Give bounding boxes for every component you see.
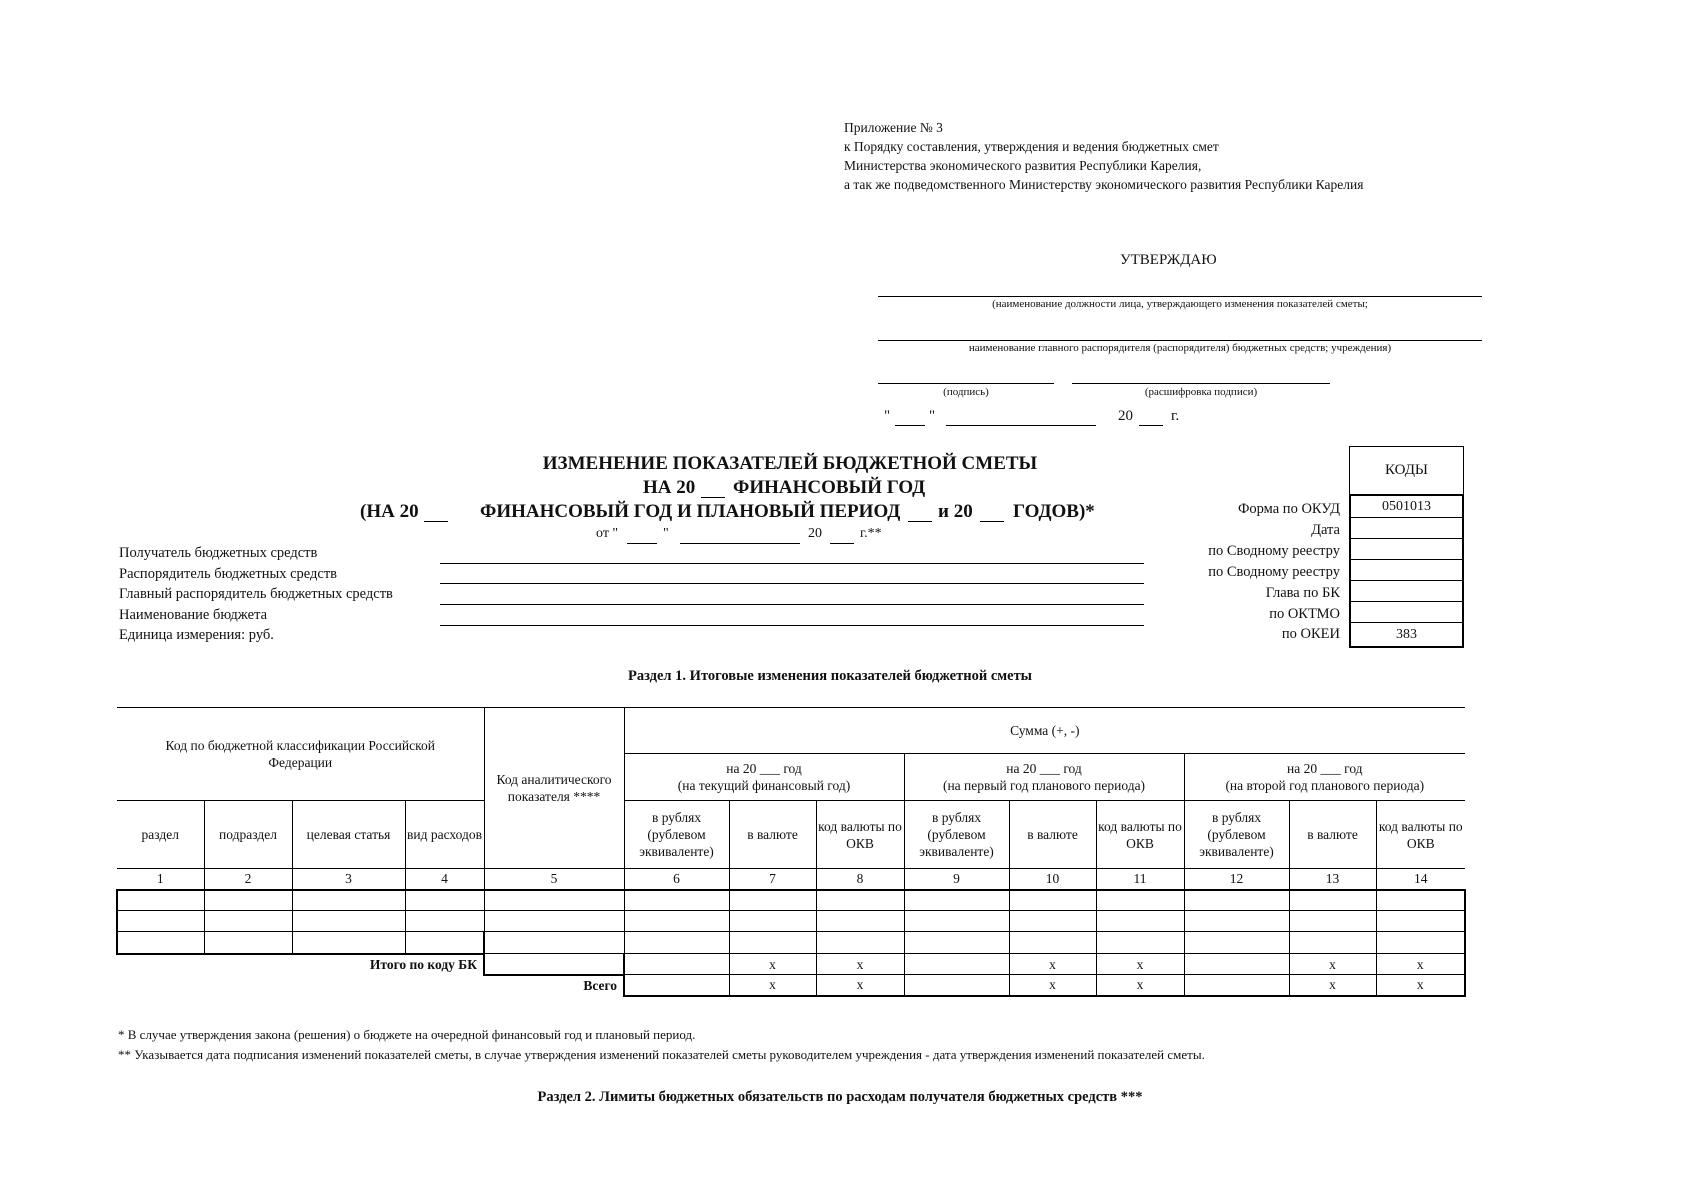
col-num: 13 [1289, 869, 1376, 890]
header-rub-2: в рублях (рублевом эквиваленте) [904, 801, 1009, 869]
table-cell[interactable] [484, 911, 624, 932]
fields-block [119, 543, 439, 646]
table-cell[interactable] [117, 932, 204, 954]
header-analytic: Код аналитического показателя **** [484, 708, 624, 869]
col-num: 2 [204, 869, 292, 890]
section1-title: Раздел 1. Итоговые изменения показателей бюджетной сметы [627, 668, 1033, 684]
table-cell[interactable] [624, 890, 729, 911]
column-numbers-row [117, 869, 1465, 890]
code-label-okud: Форма по ОКУД [1237, 501, 1340, 517]
title-date-q: " [663, 526, 669, 541]
col-num: 11 [1096, 869, 1184, 890]
table-cell[interactable] [204, 911, 292, 932]
doc-title-line1: ИЗМЕНЕНИЕ ПОКАЗАТЕЛЕЙ БЮДЖЕТНОЙ СМЕТЫ [542, 453, 1038, 474]
total-bk-okv-1: x [816, 954, 904, 975]
appendix-line1: Приложение № 3 [844, 120, 943, 135]
col-num: 4 [405, 869, 484, 890]
table-cell[interactable] [405, 932, 484, 954]
field-line-budget-name[interactable] [440, 625, 1144, 626]
header-target-article: целевая статья [292, 801, 405, 869]
approve-day-line [895, 425, 925, 426]
codes-labels [1140, 499, 1340, 645]
title-line3-c: и 20 [938, 501, 973, 522]
col-num: 6 [624, 869, 729, 890]
period-2-line2: (на первый год планового периода) [942, 778, 1146, 793]
header-subsection: подраздел [204, 801, 292, 869]
appendix-line3: Министерства экономического развития Республики Карелия, [844, 158, 1202, 173]
header-period-2 [904, 754, 1184, 801]
title-date-year: 20 [808, 526, 822, 541]
field-recipient: Получатель бюджетных средств [119, 545, 318, 561]
approve-date-close: " [929, 408, 936, 424]
doc-title-date [596, 526, 916, 546]
col-num: 12 [1184, 869, 1289, 890]
title-date-day-line [627, 543, 657, 544]
appendix-line4: а так же подведомственного Министерству экономического развития Республики Карелия [844, 177, 1364, 192]
codes-header: КОДЫ [1384, 462, 1429, 478]
header-rub-1: в рублях (рублевом эквиваленте) [624, 801, 729, 869]
table-cell[interactable] [1376, 890, 1465, 911]
header-currency-1: в валюте [729, 801, 816, 869]
table-cell[interactable] [904, 890, 1009, 911]
table-cell[interactable] [904, 911, 1009, 932]
title-date-year-line [830, 543, 854, 544]
field-unit: Единица измерения: руб. [119, 627, 274, 644]
table-cell[interactable] [117, 890, 204, 911]
approve-year-suffix: г. [1171, 408, 1180, 424]
table-cell[interactable] [1376, 932, 1465, 954]
total-bk-okv-2: x [1096, 954, 1184, 975]
table-cell[interactable] [1184, 932, 1289, 954]
title-line3-blank3 [980, 521, 1004, 522]
title-line3-blank1 [424, 521, 448, 522]
title-line2-a: НА 20 [643, 477, 696, 498]
total-bk-rub-2[interactable] [904, 954, 1009, 975]
title-date-month-line [680, 543, 800, 544]
approve-title: УТВЕРЖДАЮ [1120, 252, 1217, 268]
approve-date-open: " [884, 408, 891, 424]
table-row [117, 911, 1465, 932]
header-okv-3: код валюты по ОКВ [1376, 801, 1465, 869]
table-cell[interactable] [405, 890, 484, 911]
field-manager: Распорядитель бюджетных средств [119, 565, 338, 582]
header-okv-2: код валюты по ОКВ [1096, 801, 1184, 869]
table-cell[interactable] [624, 911, 729, 932]
table-cell[interactable] [1289, 932, 1376, 954]
period-2-line1: на 20 ___ год [1006, 761, 1082, 776]
header-sum: Сумма (+, -) [624, 708, 1465, 754]
total-bk-analytic[interactable] [484, 954, 624, 975]
doc-title-line2 [640, 476, 960, 500]
total-bk-cur-3: x [1289, 954, 1376, 975]
total-all-cur-3: x [1289, 975, 1376, 996]
title-line3-blank2 [908, 521, 932, 522]
signature-caption: (подпись) [943, 386, 989, 398]
code-value-oktmo[interactable] [1351, 601, 1462, 622]
code-value-okud[interactable]: 0501013 [1382, 499, 1431, 514]
table-cell[interactable] [1009, 911, 1096, 932]
title-line3-d: ГОДОВ)* [1013, 501, 1095, 522]
header-period-3 [1184, 754, 1465, 801]
header-rub-3: в рублях (рублевом эквиваленте) [1184, 801, 1289, 869]
total-bk-label: Итого по коду БК [117, 954, 484, 975]
field-chief-manager: Главный распорядитель бюджетных средств [119, 586, 393, 603]
title-date-suffix: г.** [860, 526, 882, 541]
total-all-label: Всего [583, 978, 618, 993]
table-cell[interactable] [1289, 890, 1376, 911]
table-cell[interactable] [904, 932, 1009, 954]
table-cell[interactable] [117, 911, 204, 932]
code-label-oktmo: по ОКТМО [1269, 605, 1340, 622]
approve-year-line [1139, 425, 1163, 426]
footnote-1: * В случае утверждения закона (решения) о бюджете на очередной финансовый год и плановый период. [118, 1027, 696, 1042]
title-line2-blank [701, 497, 725, 498]
codes-box [1349, 494, 1464, 648]
table-cell[interactable] [1009, 932, 1096, 954]
code-value-registry-1[interactable] [1351, 538, 1462, 559]
period-3-line2: (на второй год планового периода) [1225, 778, 1425, 793]
period-3-line1: на 20 ___ год [1287, 761, 1363, 776]
table-cell[interactable] [1096, 911, 1184, 932]
signature-line [878, 383, 1054, 384]
table-cell[interactable] [624, 932, 729, 954]
code-value-registry-2[interactable] [1351, 559, 1462, 580]
total-bk-okv-3: x [1376, 954, 1465, 975]
appendix-block [844, 118, 1564, 194]
title-line3-a: (НА 20 [360, 501, 419, 522]
col-num: 14 [1376, 869, 1465, 890]
header-okv-1: код валюты по ОКВ [816, 801, 904, 869]
table-cell[interactable] [729, 911, 816, 932]
total-bk-rub-1[interactable] [624, 954, 729, 975]
field-budget-name: Наименование бюджета [119, 606, 268, 623]
field-line-recipient[interactable] [440, 563, 1144, 564]
title-line2-b: ФИНАНСОВЫЙ ГОД [733, 477, 926, 498]
table-cell[interactable] [729, 932, 816, 954]
approve-line-1 [878, 296, 1482, 297]
table-cell[interactable] [816, 911, 904, 932]
total-bk-rub-3[interactable] [1184, 954, 1289, 975]
table-cell[interactable] [292, 890, 405, 911]
table-cell[interactable] [292, 932, 405, 954]
table-row [117, 890, 1465, 911]
table-cell[interactable] [405, 911, 484, 932]
total-bk-cur-2: x [1009, 954, 1096, 975]
code-label-okei: по ОКЕИ [1281, 626, 1340, 643]
total-bk-cur-1: x [729, 954, 816, 975]
col-num: 10 [1009, 869, 1096, 890]
section2-title: Раздел 2. Лимиты бюджетных обязательств по расходам получателя бюджетных средств *** [537, 1089, 1143, 1105]
table-cell[interactable] [1096, 890, 1184, 911]
total-all-okv-3: x [1376, 975, 1465, 996]
table-cell[interactable] [1009, 890, 1096, 911]
total-all-okv-1: x [816, 975, 904, 996]
field-line-chief-manager[interactable] [440, 604, 1144, 605]
table-cell[interactable] [204, 890, 292, 911]
table-cell[interactable] [484, 932, 624, 954]
total-all-row [117, 975, 1465, 996]
table-cell[interactable] [816, 890, 904, 911]
codes-header-box [1349, 446, 1464, 495]
header-currency-2: в валюте [1009, 801, 1096, 869]
header-currency-3: в валюте [1289, 801, 1376, 869]
total-all-cur-1: x [729, 975, 816, 996]
header-kbk: Код по бюджетной классификации Российской Федерации [117, 708, 484, 801]
total-all-rub-1[interactable] [624, 975, 729, 996]
approve-date [884, 408, 1204, 428]
total-all-rub-3[interactable] [1184, 975, 1289, 996]
section1-table [116, 707, 1466, 997]
table-cell[interactable] [1096, 932, 1184, 954]
title-date-from: от " [596, 526, 619, 541]
total-all-okv-2: x [1096, 975, 1184, 996]
header-expense-type: вид расходов [405, 801, 484, 869]
col-num: 1 [117, 869, 204, 890]
col-num: 8 [816, 869, 904, 890]
table-cell[interactable] [1184, 890, 1289, 911]
col-num: 3 [292, 869, 405, 890]
code-value-bk[interactable] [1351, 580, 1462, 601]
doc-title-line3 [360, 500, 1120, 524]
approve-line-2 [878, 340, 1482, 341]
table-cell[interactable] [292, 911, 405, 932]
table-cell[interactable] [816, 932, 904, 954]
table-cell[interactable] [729, 890, 816, 911]
header-period-1 [624, 754, 904, 801]
approve-caption-2: наименование главного распорядителя (распорядителя) бюджетных средств; учреждения) [968, 342, 1392, 354]
table-cell[interactable] [1184, 911, 1289, 932]
code-label-bk: Глава по БК [1265, 584, 1340, 601]
header-section: раздел [117, 801, 204, 869]
period-1-line2: (на текущий финансовый год) [677, 778, 851, 793]
table-cell[interactable] [1289, 911, 1376, 932]
field-line-manager[interactable] [440, 583, 1144, 584]
code-value-okei[interactable]: 383 [1351, 622, 1462, 646]
period-1-line1: на 20 ___ год [726, 761, 802, 776]
title-line3-b: ФИНАНСОВЫЙ ГОД И ПЛАНОВЫЙ ПЕРИОД [480, 501, 901, 522]
table-row [117, 932, 1465, 954]
total-bk-row [117, 954, 1465, 975]
total-all-cur-2: x [1009, 975, 1096, 996]
table-cell[interactable] [204, 932, 292, 954]
table-cell[interactable] [1376, 911, 1465, 932]
table-cell[interactable] [484, 890, 624, 911]
approve-month-line [946, 425, 1096, 426]
decoding-caption: (расшифровка подписи) [1144, 386, 1258, 398]
total-all-rub-2[interactable] [904, 975, 1009, 996]
code-label-date: Дата [1311, 521, 1340, 538]
code-label-registry-1: по Сводному реестру [1208, 542, 1340, 559]
footnote-2: ** Указывается дата подписания изменений показателей сметы, в случае утверждения изменений показателей сметы руководителем учреждения - дата утверждения изменений показателей сметы. [118, 1047, 1205, 1062]
decoding-line [1072, 383, 1330, 384]
col-num: 9 [904, 869, 1009, 890]
code-value-date[interactable] [1351, 517, 1462, 538]
code-label-registry-2: по Сводному реестру [1208, 563, 1340, 580]
approve-year: 20 [1118, 408, 1133, 424]
col-num: 5 [484, 869, 624, 890]
approve-caption-1: (наименование должности лица, утверждающего изменения показателей сметы; [992, 298, 1368, 310]
col-num: 7 [729, 869, 816, 890]
appendix-line2: к Порядку составления, утверждения и ведения бюджетных смет [844, 139, 1219, 154]
